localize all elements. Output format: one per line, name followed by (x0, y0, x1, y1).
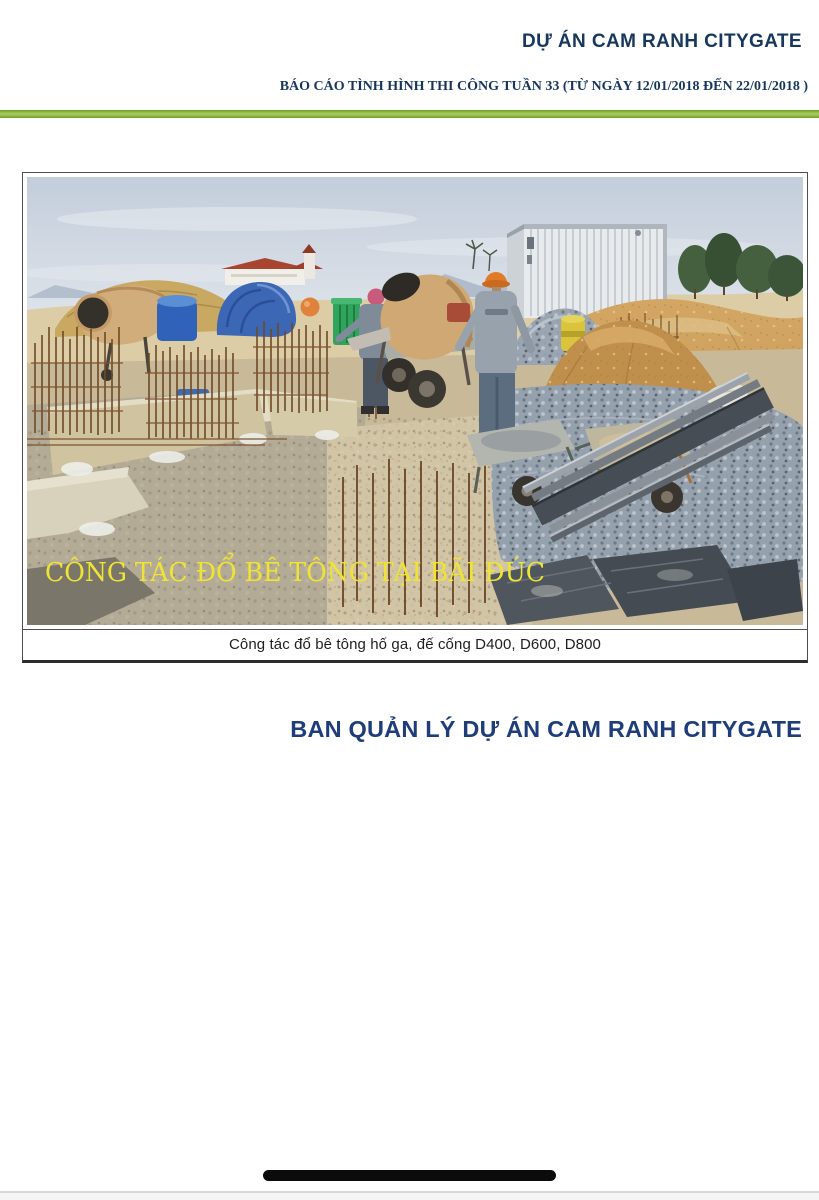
home-indicator-bar[interactable] (263, 1170, 556, 1181)
organization-footer: BAN QUẢN LÝ DỰ ÁN CAM RANH CITYGATE (290, 716, 802, 742)
report-subtitle: BÁO CÁO TÌNH HÌNH THI CÔNG TUẦN 33 (TỪ NGÀY 12/01/2018 ĐẾN 22/01/2018 ) (279, 79, 808, 94)
construction-photo (27, 177, 803, 625)
green-divider (0, 110, 819, 118)
orange-buoy (301, 298, 320, 317)
photo-cell (23, 173, 807, 629)
photo-caption: Công tác đổ bê tông hố ga, đế cống D400, D600, D800 (23, 629, 807, 660)
orange-buoy-highlight (304, 301, 310, 307)
project-title: DỰ ÁN CAM RANH CITYGATE (521, 31, 802, 52)
page-bottom-strip (0, 1193, 819, 1200)
photo-overlay-text: CÔNG TÁC ĐỔ BÊ TÔNG TẠI BÃI ĐÚC (45, 558, 563, 588)
photo-frame (22, 172, 808, 663)
